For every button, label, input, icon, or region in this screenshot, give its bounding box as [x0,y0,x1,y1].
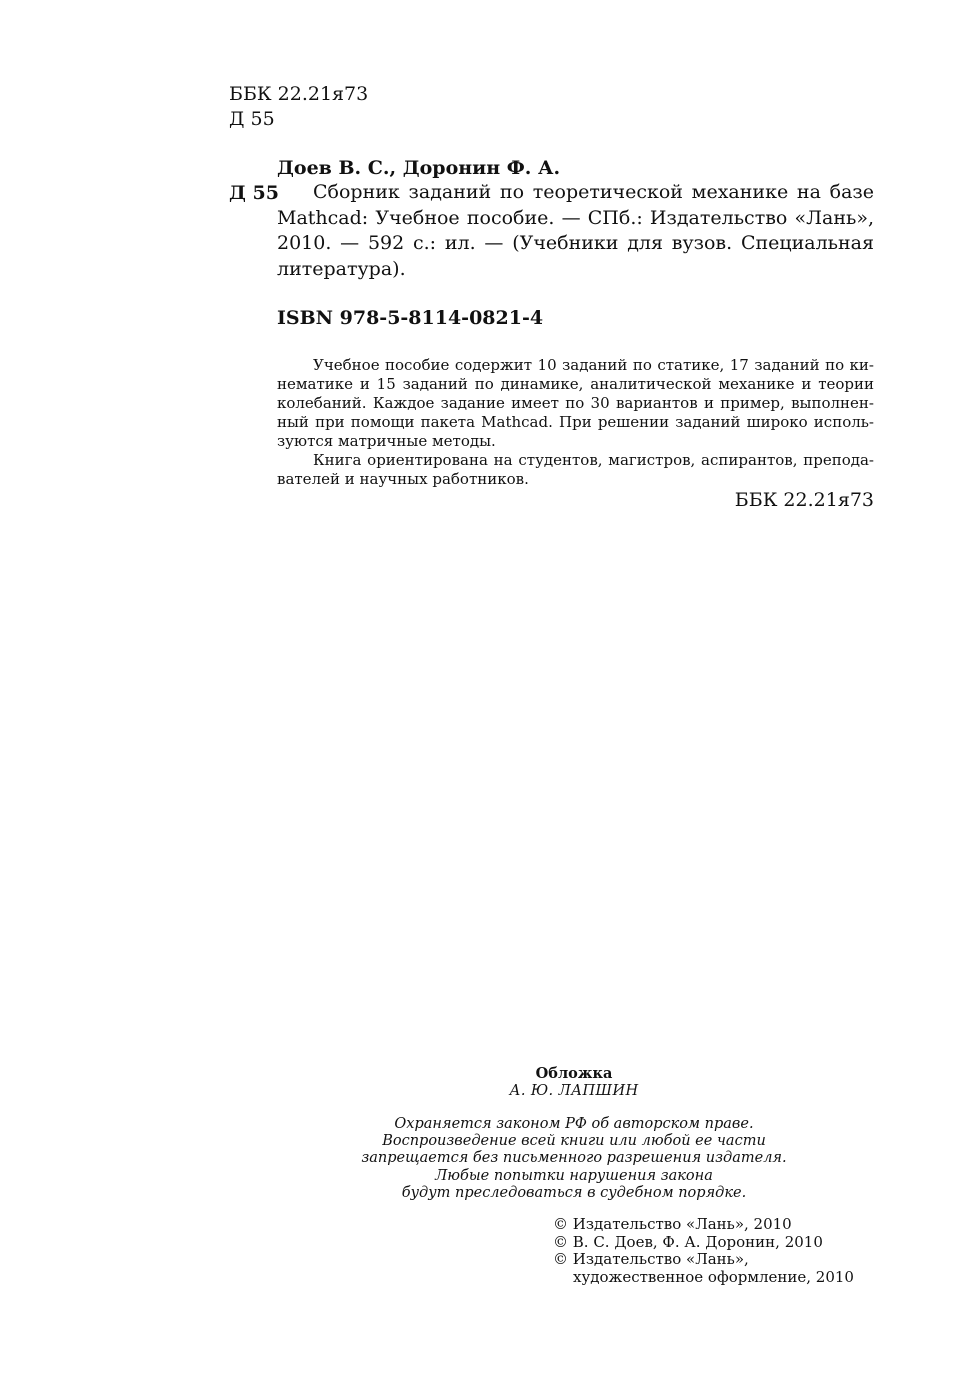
bib-line: Сборник заданий по теоретической механике на базе [313,181,874,203]
annotation-line: ный при помощи пакета Mathcad. При решении заданий широко исполь- [277,413,874,431]
copyright-holders [553,1216,854,1286]
bib-line: Mathcad: Учебное пособие. — СПб.: Издательство «Лань», [277,206,874,229]
copyright-notice [330,1116,818,1202]
copyright-line: художественное оформление, 2010 [573,1267,854,1286]
cutter-mark: Д 55 [229,182,279,204]
cutter-index-top: Д 55 [229,108,275,130]
annotation-line: вателей и научных работников. [277,470,529,488]
copyright-line: © Издательство «Лань», [553,1250,749,1268]
cover-label: Обложка [535,1065,613,1082]
annotation [277,356,874,489]
cover-credit [330,1066,818,1100]
notice-line: будут преследоваться в судебном порядке. [401,1184,747,1201]
bib-line: литература). [277,257,406,280]
notice-line: Любые попытки нарушения закона [435,1167,713,1184]
notice-line: Воспроизведение всей книги или любой ее части [382,1133,766,1150]
annotation-line: Учебное пособие содержит 10 заданий по статике, 17 заданий по ки- [313,356,874,374]
bbk-index-bottom: ББК 22.21я73 [734,489,874,511]
authors-heading: Доев В. С., Доронин Ф. А. [277,157,561,179]
annotation-line: нематике и 15 заданий по динамике, аналитической механике и теории [277,375,874,393]
annotation-line: зуются матричные методы. [277,432,496,450]
notice-line: запрещается без письменного разрешения издателя. [361,1150,787,1167]
notice-line: Охраняется законом РФ об авторском праве. [394,1116,754,1132]
bib-line: 2010. — 592 с.: ил. — (Учебники для вузов. Специальная [277,232,874,254]
annotation-line: колебаний. Каждое задание имеет по 30 вариантов и пример, выполнен- [277,394,874,412]
copyright-line: © Издательство «Лань», 2010 [553,1215,792,1233]
copyright-line: © В. С. Доев, Ф. А. Доронин, 2010 [553,1232,823,1251]
annotation-line: Книга ориентирована на студентов, магистров, аспирантов, препода- [313,451,874,469]
bibliographic-entry [277,180,874,282]
cover-designer: А. Ю. ЛАПШИН [509,1083,639,1099]
bbk-index-top: ББК 22.21я73 [229,83,369,105]
isbn: ISBN 978-5-8114-0821-4 [277,307,544,329]
